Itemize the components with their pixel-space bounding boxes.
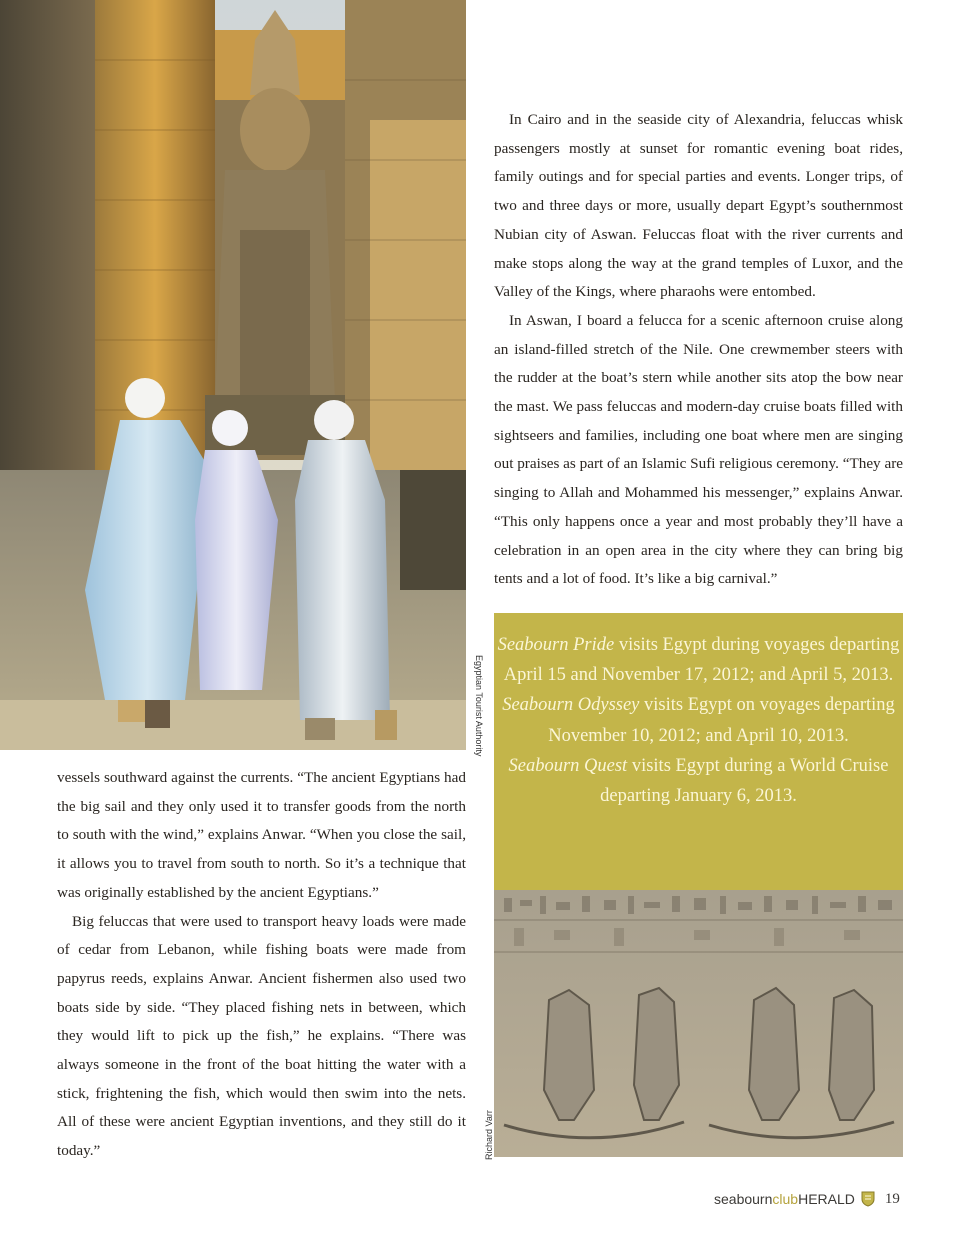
callout-entry bbox=[494, 630, 903, 690]
callout-entry bbox=[494, 751, 903, 811]
brand-club: club bbox=[772, 1191, 799, 1207]
page-number: 19 bbox=[884, 1190, 900, 1207]
paragraph: Big feluccas that were used to transport heavy loads were made of cedar from Lebanon, while fishing boats were made from papyrus reeds, explains Anwar. Ancient fishermen also used two boats side by side. “They placed fishing nets in between, which they would lift to pick up the fish,” he explains. “There was always someone in the front of the boat hitting the water with a stick, frightening the fish, which would then swim into the nets. All of these were ancient Egyptian inventions, and they still do it today.” bbox=[57, 912, 466, 1160]
relief-photo bbox=[494, 890, 903, 1157]
page-footer bbox=[714, 1188, 900, 1210]
temple-photo-illustration bbox=[0, 0, 466, 750]
voyage-callout-box bbox=[494, 613, 903, 890]
relief-photo-credit: Richard Varr bbox=[484, 1110, 494, 1160]
temple-photo bbox=[0, 0, 466, 750]
ship-name: Seabourn Pride bbox=[497, 635, 615, 655]
callout-text: visits Egypt on voyages departing November 10, 2012; and April 10, 2013. bbox=[548, 695, 895, 746]
paragraph: In Aswan, I board a felucca for a scenic afternoon cruise along an island-filled stretch of the Nile. One crewmember steers with the rudder at the boat’s stern while another sits atop the bow near the mast. We pass feluccas and modern-day cruise boats filled with sightseers and families, including one boat where men are singing out praises as part of an Islamic Sufi religious ceremony. “They are singing to Allah and Mohammed his messenger,” explains Anwar. “This only happens once a year and most probably they’ll have a celebration in an open area in the city where they can bring big tents and a lot of food. It’s like a big carnival.” bbox=[494, 311, 903, 588]
callout-text: visits Egypt during voyages departing April 15 and November 17, 2012; and April 5, 2013. bbox=[503, 635, 900, 686]
callout-text: visits Egypt during a World Cruise departing January 6, 2013. bbox=[600, 755, 889, 807]
paragraph: vessels southward against the currents. “The ancient Egyptians had the big sail and they only used it to transfer goods from the north to south with the wind,” explains Anwar. “When you close the sail, it allows you to travel from south to north. So it’s a technique that was originally established by the ancient Egyptians.” bbox=[57, 769, 466, 901]
brand-prefix: seabourn bbox=[714, 1191, 773, 1207]
paragraph: In Cairo and in the seaside city of Alexandria, feluccas whisk passengers mostly at sunset for romantic evening boat rides, family outings and for special parties and events. Longer trips, of two and three days or more, usually depart Egypt’s southernmost Nubian city of Aswan. Feluccas float with the river currents and make stops along the way at the grand temples of Luxor, and the Valley of the Kings, where pharaohs were entombed. bbox=[494, 111, 903, 301]
brand-suffix: HERALD bbox=[798, 1191, 855, 1207]
relief-photo-illustration bbox=[494, 890, 903, 1157]
temple-photo-credit: Egyptian Tourist Authority bbox=[474, 655, 484, 757]
ship-name: Seabourn Odyssey bbox=[502, 695, 640, 716]
ship-name: Seabourn Quest bbox=[508, 755, 628, 776]
seabourn-crest-icon bbox=[861, 1191, 875, 1207]
callout-entry bbox=[494, 690, 903, 750]
article-column-left bbox=[57, 764, 466, 1166]
article-column-right bbox=[494, 106, 903, 594]
